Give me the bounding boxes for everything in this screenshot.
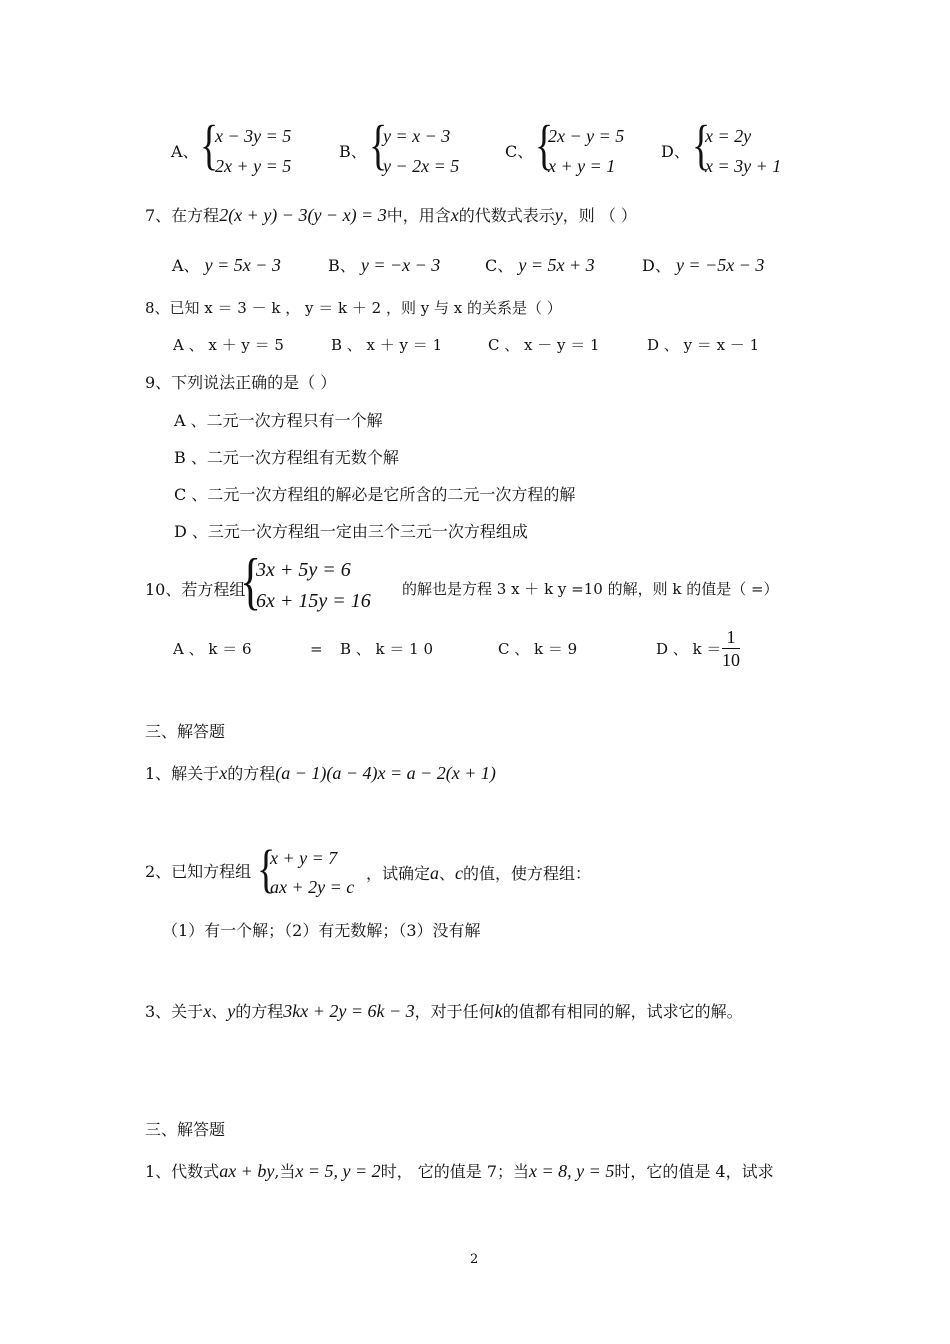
section-heading: 三、解答题 (145, 722, 226, 741)
page-number: 2 (470, 1252, 479, 1267)
q10-eq1: 3x + 5y = 6 (256, 559, 351, 581)
p1-equation: (a − 1)(a − 4)x = a − 2(x + 1) (275, 763, 496, 783)
q6-option-a-eq2: 2x + y = 5 (215, 156, 292, 176)
q8-option-b: B 、 x ＋ y ＝ 1 (331, 336, 443, 354)
q8-option-a: A 、 x ＋ y ＝ 5 (173, 336, 284, 354)
problem-3 (145, 1002, 743, 1020)
fraction-numerator: 1 (722, 628, 740, 649)
p3-prefix: 3、关于 (145, 1002, 204, 1021)
q7-option-c-label: C、 (485, 256, 514, 275)
q7-option-c-expr: y = 5x + 3 (518, 255, 595, 275)
q10-option-d-label: D 、 k ＝ (656, 640, 722, 658)
q9-option-c: C 、二元一次方程组的解必是它所含的二元一次方程的解 (174, 485, 576, 504)
p1-var: x (219, 763, 228, 783)
q6-option-b-eq1: y = x − 3 (383, 126, 451, 146)
p3-mid2: ，对于任何 (414, 1002, 495, 1021)
q10-option-d-fraction (722, 628, 740, 669)
q10-suffix: 的解也是方程 3 x ＋ k y =10 的解，则 k 的值是（ =） (402, 580, 779, 598)
section-heading-2: 三、解答题 (145, 1120, 226, 1139)
q6-option-a-eq1: x − 3y = 5 (215, 126, 292, 146)
p1-mid: 的方程 (227, 764, 276, 783)
p1b-mid1: ,当 (274, 1162, 296, 1181)
q10-brace: { (240, 545, 262, 617)
q6-option-a-brace: { (200, 115, 219, 176)
q10-option-a: A 、 k ＝ 6 (173, 640, 252, 658)
q7-option-d (642, 256, 764, 274)
q10-stray-mark: = (310, 640, 323, 658)
q8-option-d: D 、 y ＝ x － 1 (647, 336, 760, 354)
q6-option-c-label: C、 (505, 142, 534, 161)
q8-option-c: C 、 x － y ＝ 1 (488, 336, 600, 354)
p1b-expr: ax + by (219, 1161, 275, 1181)
q7-option-b-label: B、 (328, 256, 356, 275)
q9-option-b: B 、二元一次方程组有无数个解 (174, 448, 399, 467)
q10-option-c: C 、 k ＝ 9 (498, 640, 578, 658)
q7-option-c (485, 256, 595, 274)
q6-option-c-brace: { (535, 115, 554, 176)
q7-option-a (172, 256, 281, 274)
p3-var-k: k (494, 1001, 503, 1021)
q7-option-a-label: A、 (172, 256, 200, 275)
q8-stem: 8、已知 x ＝ 3 － k ， y ＝ k ＋ 2 ，则 y 与 x 的关系是（ ） (145, 299, 562, 317)
q9-option-d: D 、三元一次方程组一定由三个三元一次方程组成 (174, 522, 528, 541)
q6-option-b-label: B、 (339, 142, 367, 161)
p1b-mid2: 时， 它的值是 7；当 (380, 1162, 530, 1181)
p3-equation: 3kx + 2y = 6k − 3 (283, 1001, 415, 1021)
problem-2-subparts: （1）有一个解；（2）有无数解；（3）没有解 (162, 921, 481, 940)
problem-2-prefix: 2、已知方程组 (145, 862, 252, 881)
p3-var-x: x (203, 1001, 212, 1021)
p3-var-y: y (227, 1001, 236, 1021)
q10-option-b: B 、 k ＝ 1 0 (340, 640, 434, 658)
p1b-cond2: x = 8, y = 5 (529, 1161, 615, 1181)
p3-suffix: 的值都有相同的解，试求它的解。 (502, 1002, 743, 1021)
p1b-prefix: 1、代数式 (145, 1162, 220, 1181)
q10-prefix: 10、若方程组 (145, 580, 246, 599)
q6-option-b-eq2: y − 2x = 5 (383, 156, 460, 176)
problem-1-b (145, 1162, 774, 1180)
q7-mid1: 中，用含 (386, 206, 451, 225)
fraction-denominator: 10 (722, 650, 740, 670)
q7-stem (145, 206, 637, 224)
p2-mid: ，试确定 (366, 864, 431, 883)
q7-suffix: ，则 （ ） (562, 206, 637, 225)
q9-option-a: A 、二元一次方程只有一个解 (174, 411, 383, 430)
problem-2-brace: { (257, 840, 276, 899)
q7-var-x: x (450, 205, 459, 225)
q7-option-d-expr: y = −5x − 3 (675, 255, 765, 275)
q7-equation: 2(x + y) − 3(y − x) = 3 (219, 205, 387, 225)
p3-sep: 、 (211, 1002, 228, 1021)
q6-option-d-label: D、 (661, 142, 690, 161)
q6-option-c-eq1: 2x − y = 5 (548, 126, 625, 146)
p2-var-c: c (455, 863, 464, 883)
q7-prefix: 7、在方程 (145, 206, 220, 225)
p2-suffix: 的值，使方程组： (463, 864, 592, 883)
problem-2-eq2: ax + 2y = c (270, 877, 355, 897)
q7-option-b (328, 256, 440, 274)
problem-2-tail (366, 864, 591, 882)
q10-eq2: 6x + 15y = 16 (256, 590, 371, 612)
problem-2-eq1: x + y = 7 (270, 848, 338, 868)
q6-option-d-eq2: x = 3y + 1 (705, 156, 782, 176)
q6-option-b-brace: { (369, 115, 388, 176)
p1b-suffix: 时，它的值是 4，试求 (614, 1162, 774, 1181)
q7-var-y: y (554, 205, 563, 225)
q9-stem: 9、下列说法正确的是（ ） (145, 373, 337, 392)
problem-1 (145, 764, 496, 782)
p2-var-a: a (430, 863, 440, 883)
q6-option-a-label: A、 (171, 142, 199, 161)
q6-option-d-brace: { (692, 115, 711, 176)
q6-option-d-eq1: x = 2y (705, 126, 752, 146)
p3-mid: 的方程 (235, 1002, 284, 1021)
p2-sep: 、 (439, 864, 456, 883)
q7-option-d-label: D、 (642, 256, 671, 275)
p1b-cond1: x = 5, y = 2 (295, 1161, 381, 1181)
q7-option-a-expr: y = 5x − 3 (204, 255, 281, 275)
q7-mid2: 的代数式表示 (458, 206, 555, 225)
p1-prefix: 1、解关于 (145, 764, 220, 783)
q6-option-c-eq2: x + y = 1 (548, 156, 616, 176)
q7-option-b-expr: y = −x − 3 (360, 255, 441, 275)
